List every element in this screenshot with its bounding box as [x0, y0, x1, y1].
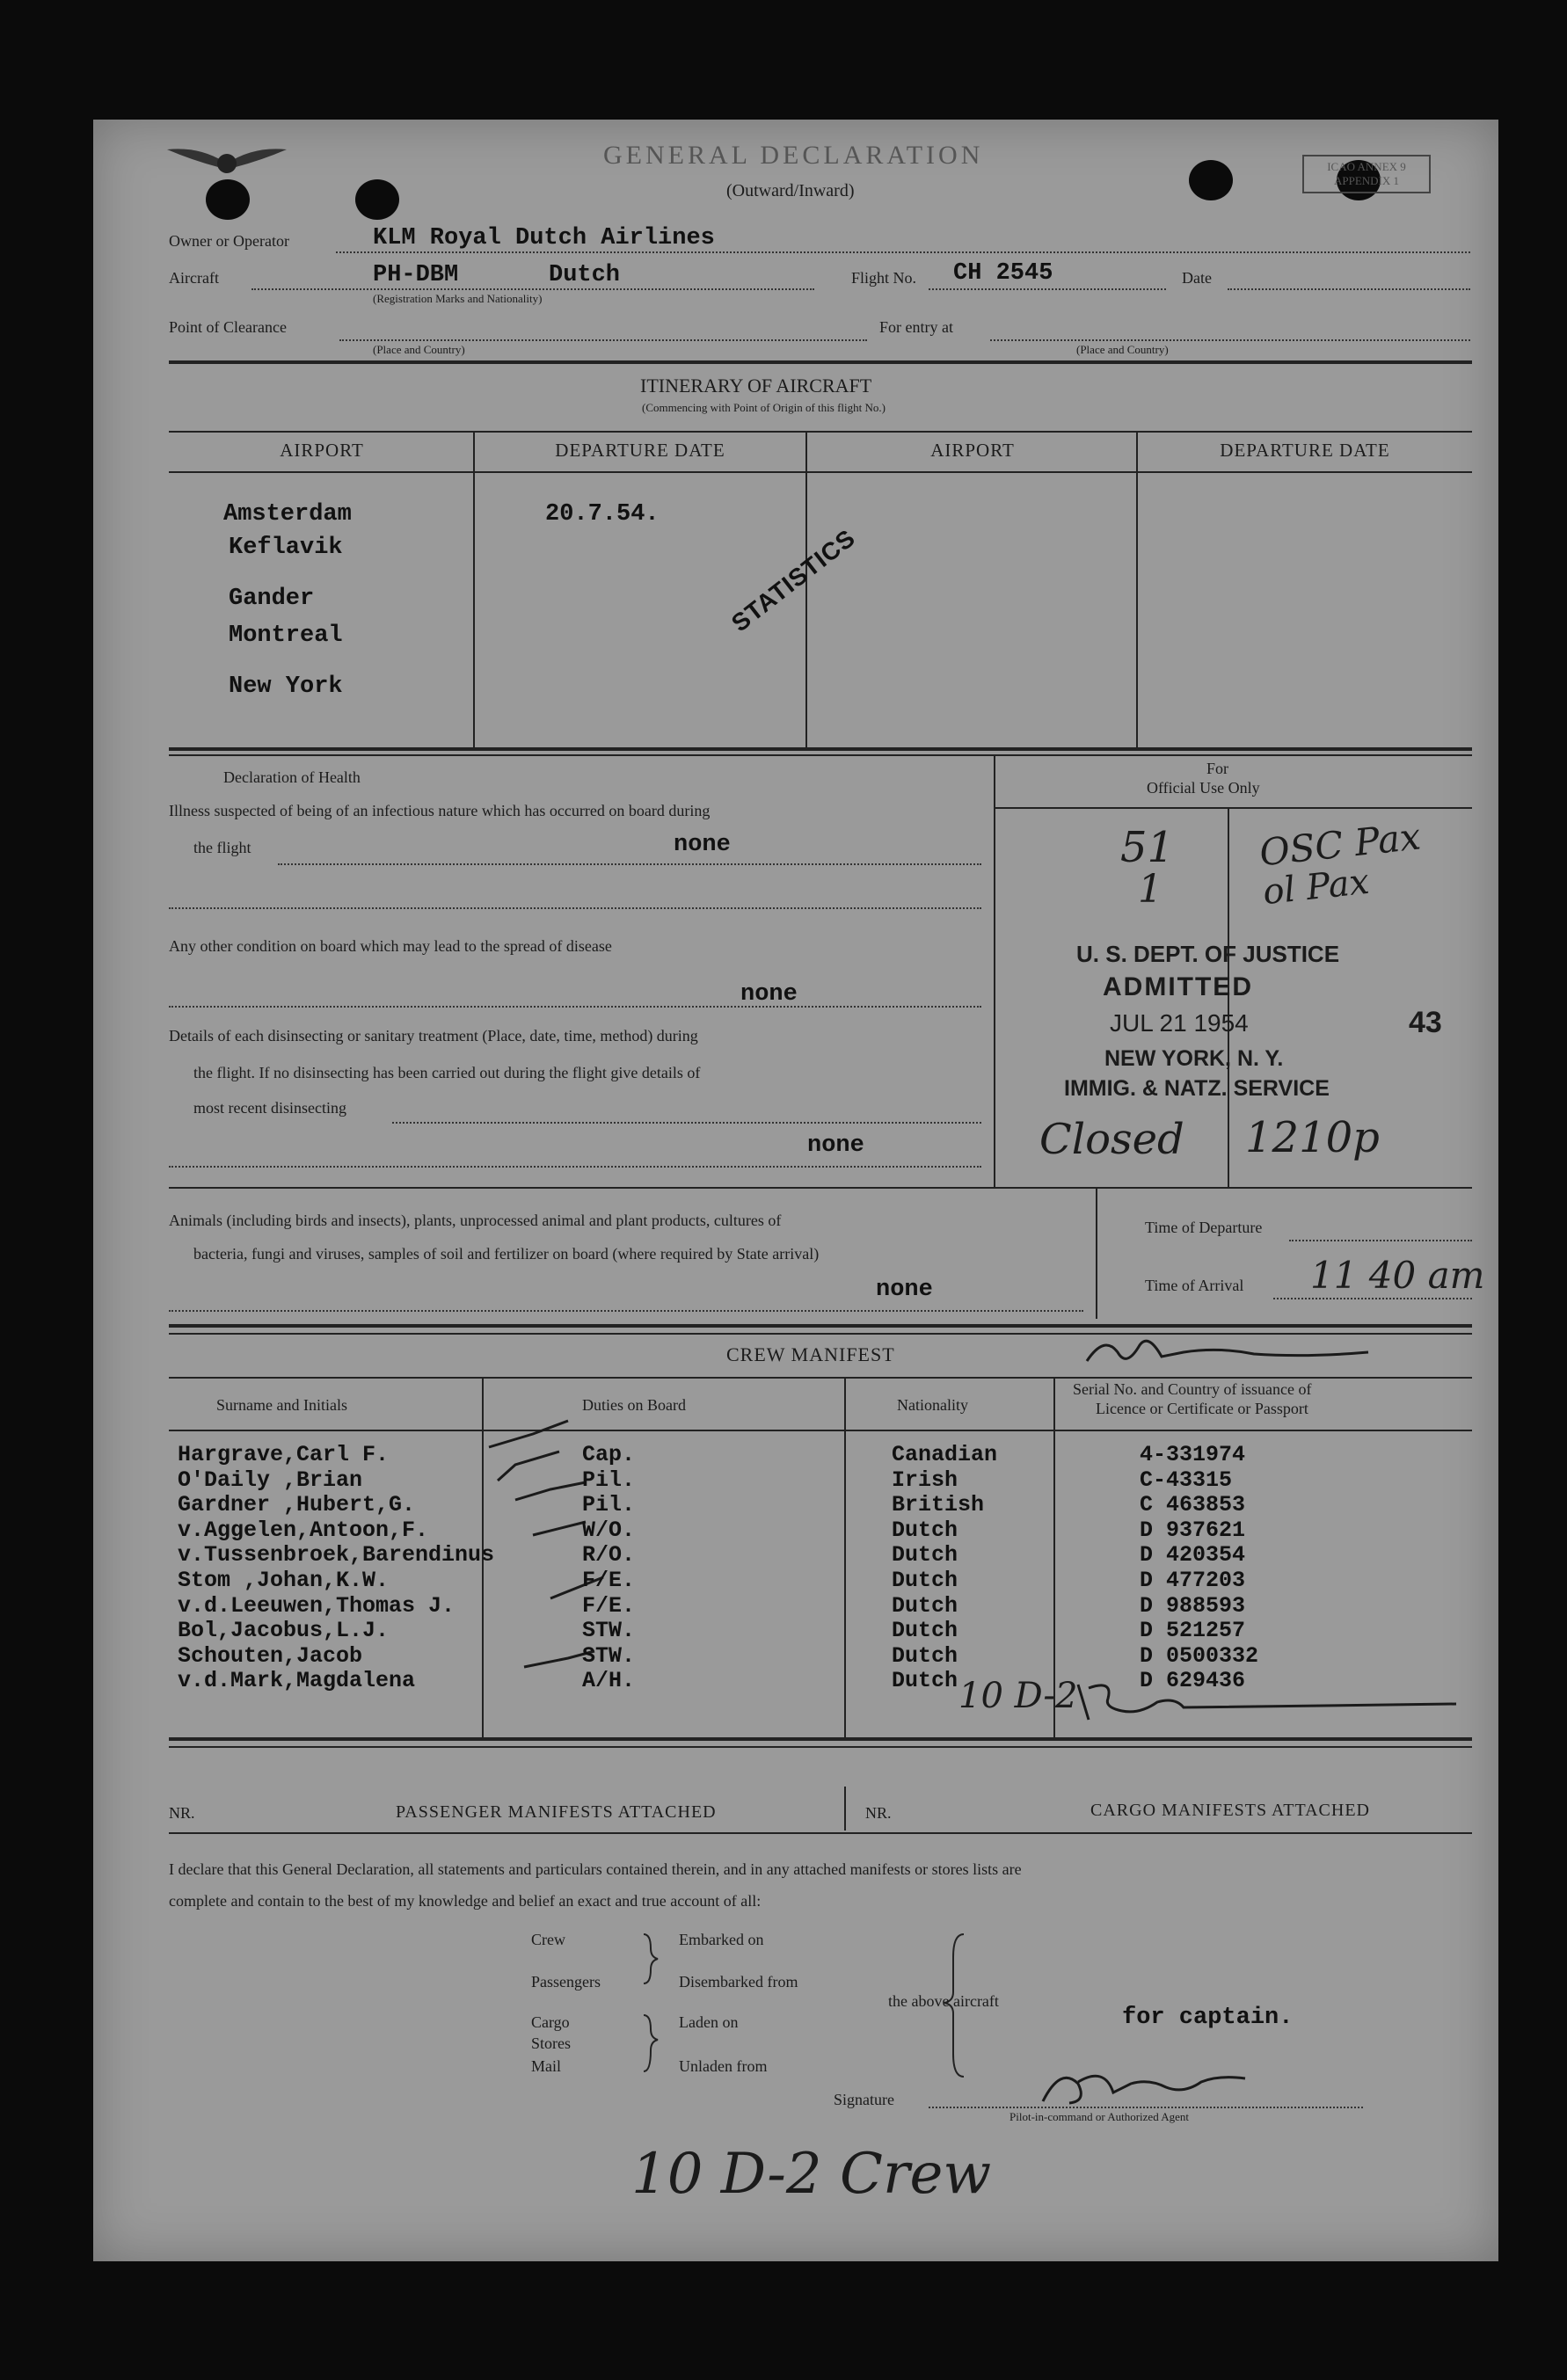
flight-label: Flight No. — [851, 269, 917, 287]
crew-name: v.Tussenbroek,Barendinus — [178, 1542, 495, 1568]
health-q1-line2: the flight — [193, 839, 251, 856]
crew-serial: C 463853 — [1140, 1492, 1246, 1518]
form-title: GENERAL DECLARATION — [603, 141, 984, 170]
entry-sublabel: (Place and Country) — [1076, 343, 1169, 356]
crew-nationality: Dutch — [892, 1668, 958, 1694]
itinerary-title: ITINERARY OF AIRCRAFT — [640, 375, 872, 397]
declaration-mid-embarked: Embarked on — [679, 1931, 764, 1948]
declaration-left-crew: Crew — [531, 1931, 565, 1948]
crew-duty: F/E. — [582, 1592, 636, 1619]
declaration-for-captain: for captain. — [1122, 2005, 1294, 2031]
health-q3-line3: most recent disinsecting — [193, 1099, 346, 1117]
itinerary-airport-2: Gander — [229, 586, 315, 612]
crew-header-duties: Duties on Board — [582, 1396, 686, 1414]
stamp-line-5: IMMIG. & NATZ. SERVICE — [1064, 1076, 1330, 1101]
crew-name: v.d.Mark,Magdalena — [178, 1668, 416, 1694]
signature-sublabel: Pilot-in-command or Authorized Agent — [1009, 2110, 1189, 2123]
declaration-left-mail: Mail — [531, 2057, 561, 2075]
punch-hole — [355, 179, 399, 220]
official-title-1: For — [1206, 760, 1229, 777]
wings-logo-icon — [165, 137, 288, 190]
owner-label: Owner or Operator — [169, 232, 289, 250]
owner-value: KLM Royal Dutch Airlines — [373, 225, 715, 251]
official-hand-time: 1210p — [1245, 1113, 1380, 1162]
crew-hand-signature-icon — [1069, 1676, 1474, 1729]
crew-duty: W/O. — [582, 1517, 636, 1543]
crew-name: Stom ,Johan,K.W. — [178, 1568, 390, 1593]
health-a2: none — [740, 981, 798, 1008]
crew-header-name: Surname and Initials — [216, 1396, 347, 1414]
crew-header-nationality: Nationality — [897, 1396, 968, 1414]
itinerary-header-airport-2: AIRPORT — [930, 440, 1015, 461]
crew-duty: Pil. — [582, 1467, 636, 1493]
crew-nationality: Dutch — [892, 1592, 958, 1619]
health-q3-line2: the flight. If no disinsecting has been carried out during the flight give details of — [193, 1064, 701, 1081]
signature-label: Signature — [834, 2091, 894, 2108]
declaration-sheet — [93, 120, 1498, 2261]
declaration-mid-laden: Laden on — [679, 2013, 739, 2031]
itinerary-airport-3: Montreal — [229, 622, 343, 649]
itinerary-departure-date: 20.7.54. — [545, 501, 660, 528]
declaration-line-1: I declare that this General Declaration, all statements and particulars contained therein, and in any attached manifests or stores lists are — [169, 1860, 1022, 1878]
crew-name: Schouten,Jacob — [178, 1642, 363, 1669]
official-hand-count-top: 51 — [1120, 823, 1175, 872]
crew-serial: D 988593 — [1140, 1592, 1246, 1619]
health-a1: none — [674, 832, 731, 858]
time-arrival-value: 11 40 am — [1310, 1254, 1485, 1297]
crew-duty: A/H. — [582, 1668, 636, 1694]
crew-name: v.Aggelen,Antoon,F. — [178, 1517, 429, 1543]
crew-name: Bol,Jacobus,L.J. — [178, 1618, 390, 1644]
form-subtitle: (Outward/Inward) — [726, 181, 855, 200]
health-a3: none — [807, 1132, 864, 1159]
crew-nationality: Dutch — [892, 1568, 958, 1593]
stamp-number: 43 — [1409, 1006, 1442, 1039]
itinerary-airport-4: New York — [229, 673, 343, 700]
aircraft-label: Aircraft — [169, 269, 219, 287]
stamp-line-1: U. S. DEPT. OF JUSTICE — [1076, 941, 1340, 967]
aircraft-nationality: Dutch — [549, 262, 621, 288]
official-hand-closed: Closed — [1039, 1115, 1184, 1164]
stamp-line-3: JUL 21 1954 — [1110, 1009, 1249, 1037]
declaration-mid-unladen: Unladen from — [679, 2057, 768, 2075]
declaration-left-stores: Stores — [531, 2034, 571, 2052]
clearance-label: Point of Clearance — [169, 318, 287, 336]
bottom-hand-note: 10 D-2 Crew — [631, 2142, 992, 2207]
aircraft-sublabel: (Registration Marks and Nationality) — [373, 292, 543, 305]
punch-hole — [1189, 160, 1233, 200]
crew-nationality: Dutch — [892, 1618, 958, 1644]
passenger-manifests: PASSENGER MANIFESTS ATTACHED — [396, 1802, 717, 1822]
crew-serial: D 477203 — [1140, 1568, 1246, 1593]
itinerary-subtitle: (Commencing with Point of Origin of this flight No.) — [642, 401, 886, 414]
crew-nationality: Irish — [892, 1467, 958, 1493]
flight-value: CH 2545 — [953, 260, 1053, 287]
itinerary-header-departure-2: DEPARTURE DATE — [1220, 440, 1390, 461]
official-hand-count-bottom: 1 — [1138, 867, 1162, 912]
crew-serial: D 521257 — [1140, 1618, 1246, 1644]
crew-header-serial-2: Licence or Certificate or Passport — [1096, 1400, 1308, 1417]
crew-duty: R/O. — [582, 1542, 636, 1568]
health-q2: Any other condition on board which may lead to the spread of disease — [169, 937, 612, 955]
stamp-line-4: NEW YORK, N. Y. — [1104, 1046, 1284, 1071]
crew-duty: F/E. — [582, 1568, 636, 1593]
clearance-sublabel: (Place and Country) — [373, 343, 465, 356]
crew-nationality: Canadian — [892, 1442, 998, 1467]
declaration-above-aircraft: the above aircraft — [888, 1992, 999, 2010]
health-q4-line2: bacteria, fungi and viruses, samples of soil and fertilizer on board (where required by State arrival) — [193, 1245, 820, 1263]
crew-duty: Cap. — [582, 1442, 636, 1467]
health-title: Declaration of Health — [223, 768, 361, 786]
aircraft-reg: PH-DBM — [373, 262, 459, 288]
stamp-line-2: ADMITTED — [1103, 972, 1253, 1001]
itinerary-airport-1: Keflavik — [229, 535, 343, 561]
manifest-nr-2: NR. — [865, 1804, 892, 1822]
crew-serial: D 629436 — [1140, 1668, 1246, 1694]
captain-signature-icon — [1034, 2057, 1263, 2110]
time-departure-label: Time of Departure — [1145, 1219, 1263, 1236]
crew-nationality: British — [892, 1492, 985, 1518]
entry-label: For entry at — [879, 318, 953, 336]
crew-name: O'Daily ,Brian — [178, 1467, 363, 1493]
crew-nationality: Dutch — [892, 1517, 958, 1543]
declaration-line-2: complete and contain to the best of my knowledge and belief an exact and true account of all: — [169, 1892, 762, 1910]
crew-hand-note: 10 D-2 — [958, 1676, 1078, 1716]
crew-serial: D 420354 — [1140, 1542, 1246, 1568]
health-q3-line1: Details of each disinsecting or sanitary treatment (Place, date, time, method) during — [169, 1027, 698, 1044]
date-label: Date — [1182, 269, 1212, 287]
manifest-nr-1: NR. — [169, 1804, 195, 1822]
annex-box: ICAO ANNEX 9 APPENDIX 1 — [1302, 155, 1431, 193]
crew-signature-icon — [1078, 1326, 1395, 1379]
crew-name: Gardner ,Hubert,G. — [178, 1492, 416, 1518]
health-q1-line1: Illness suspected of being of an infectious nature which has occurred on board during — [169, 802, 711, 819]
crew-serial: 4-331974 — [1140, 1442, 1246, 1467]
crew-name: Hargrave,Carl F. — [178, 1442, 390, 1467]
crew-duty: Pil. — [582, 1492, 636, 1518]
time-arrival-label: Time of Arrival — [1145, 1277, 1244, 1294]
crew-nationality: Dutch — [892, 1642, 958, 1669]
itinerary-header-departure: DEPARTURE DATE — [555, 440, 725, 461]
crew-nationality: Dutch — [892, 1542, 958, 1568]
crew-duty: STW. — [582, 1642, 636, 1669]
crew-header-serial-1: Serial No. and Country of issuance of — [1073, 1380, 1312, 1398]
health-a4: none — [876, 1277, 933, 1303]
official-title-2: Official Use Only — [1147, 779, 1260, 797]
declaration-mid-disembarked: Disembarked from — [679, 1973, 798, 1991]
itinerary-airport-0: Amsterdam — [223, 501, 352, 528]
official-hand-note-1: OSC Pax — [1257, 814, 1423, 875]
crew-duty: STW. — [582, 1618, 636, 1644]
official-hand-note-2: ol Pax — [1260, 861, 1372, 913]
crew-title: CREW MANIFEST — [726, 1343, 895, 1365]
crew-serial: D 0500332 — [1140, 1642, 1259, 1669]
health-q4-line1: Animals (including birds and insects), plants, unprocessed animal and plant products, cultures of — [169, 1212, 782, 1229]
crew-serial: D 937621 — [1140, 1517, 1246, 1543]
statistics-stamp: STATISTICS — [726, 523, 861, 637]
declaration-left-cargo: Cargo — [531, 2013, 570, 2031]
itinerary-header-airport: AIRPORT — [280, 440, 364, 461]
declaration-left-passengers: Passengers — [531, 1973, 601, 1991]
cargo-manifests: CARGO MANIFESTS ATTACHED — [1090, 1801, 1370, 1820]
crew-name: v.d.Leeuwen,Thomas J. — [178, 1592, 456, 1619]
crew-serial: C-43315 — [1140, 1467, 1233, 1493]
